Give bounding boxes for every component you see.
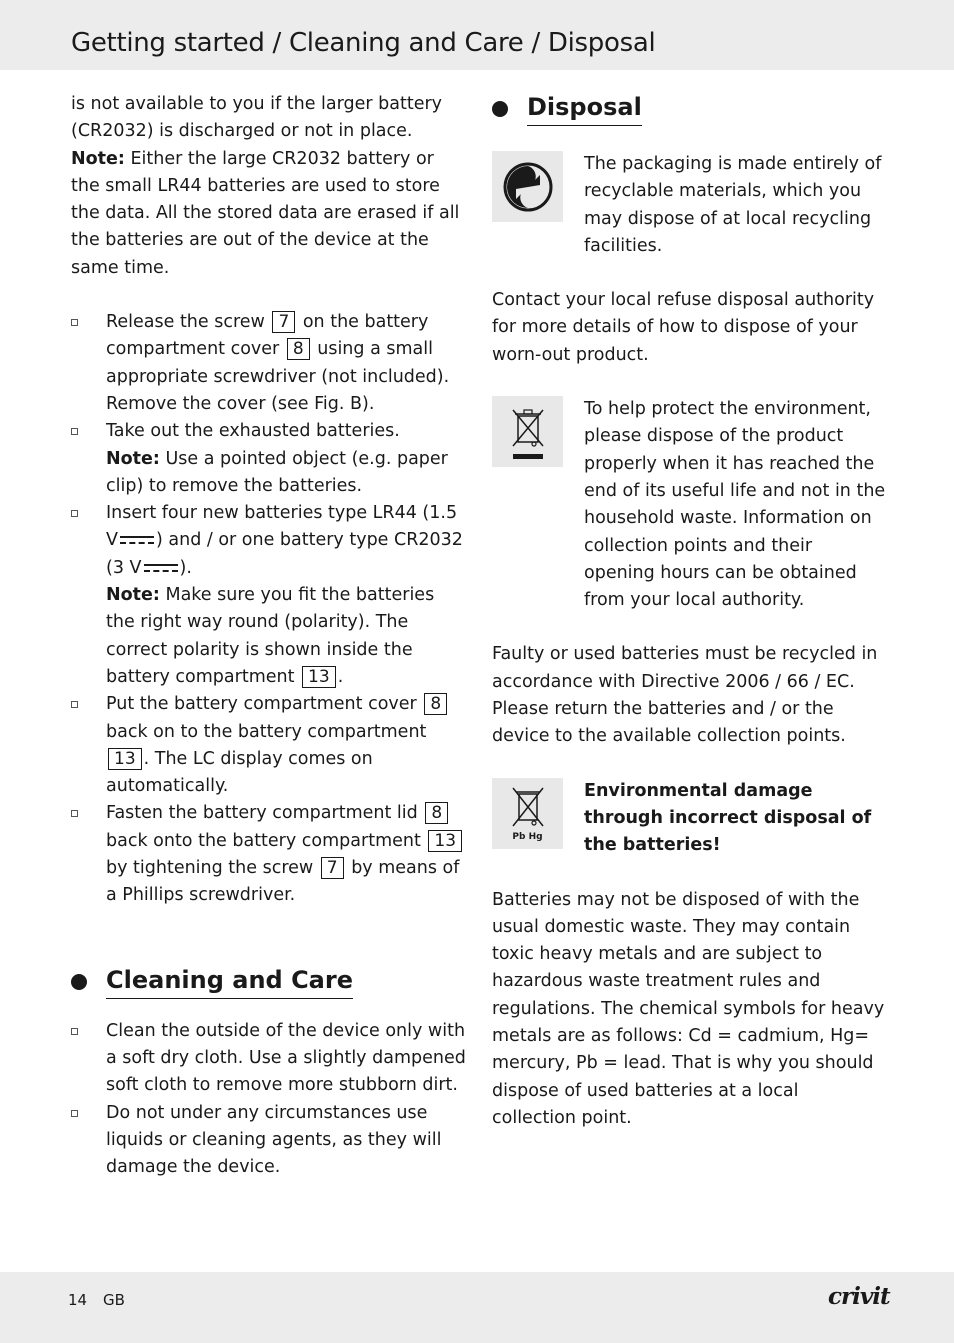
ref-number: 8: [287, 338, 310, 360]
step-release-screw: Release the screw 7 on the battery compartment cover 8 using a small appropriate screwdriver (not included). Remove the cover (see Fig. B).: [71, 309, 466, 418]
page-title: Getting started / Cleaning and Care / Disposal: [71, 28, 656, 58]
cleaning-heading: Cleaning and Care: [71, 964, 466, 1004]
checkbox-icon: [71, 1028, 78, 1035]
checkbox-icon: [71, 319, 78, 326]
ref-number: 7: [272, 311, 295, 333]
ref-number: 13: [428, 830, 462, 852]
step-fasten-lid: Fasten the battery compartment lid 8 back onto the battery compartment 13 by tightening the screw 7 by means of a Phillips screwdriver.: [71, 800, 466, 909]
left-column: [71, 91, 466, 1181]
crossed-out-battery-bin-icon: [492, 778, 563, 849]
ref-number: 13: [302, 666, 336, 688]
checkbox-icon: [71, 701, 78, 708]
batteries-paragraph: Batteries may not be disposed of with the usual domestic waste. They may contain toxic heavy metals and are subject to hazardous waste treatment rules and regulations. The chemical symbols for heavy metals are as follows: Cd = cadmium, Hg= mercury, Pb = lead. That is why you should dispose of used batteries at a local collection point.: [492, 889, 885, 1128]
ref-number: 13: [108, 748, 142, 770]
battery-warning-block: [492, 778, 887, 860]
cleaning-item: Do not under any circumstances use liquids or cleaning agents, as they will damage the device.: [71, 1100, 466, 1182]
disposal-heading: Disposal: [492, 91, 887, 131]
ref-number: 7: [321, 857, 344, 879]
cleaning-item: Clean the outside of the device only with a soft dry cloth. Use a slightly dampened soft cloth to remove more stubborn dirt.: [71, 1018, 466, 1100]
checkbox-icon: [71, 810, 78, 817]
weee-block: To help protect the environment, please dispose of the product properly when it has reached the end of its useful life and not in the household waste. Information on collection points and their opening hours can be obtained from your local authority.: [492, 396, 887, 614]
green-dot-recycling-icon: [492, 151, 563, 222]
note-label: Note:: [71, 148, 125, 169]
intro-paragraph: is not available to you if the larger battery (CR2032) is discharged or not in place.: [71, 94, 443, 142]
step-insert-batteries: Insert four new batteries type LR44 (1.5 V ) and / or one battery type CR2032 (3 V ).: [71, 500, 466, 582]
packaging-block: The packaging is made entirely of recyclable materials, which you may dispose of at local recycling facilities.: [492, 151, 887, 260]
ref-number: 8: [424, 693, 447, 715]
faulty-batteries-paragraph: Faulty or used batteries must be recycled in accordance with Directive 2006 / 66 / EC. Please return the batteries and / or the device to the available collection points.: [492, 644, 878, 747]
language-code: GB: [103, 1291, 125, 1309]
checkbox-icon: [71, 428, 78, 435]
page-header: [0, 0, 954, 70]
brand-logo: crivit: [828, 1283, 890, 1310]
battery-icon-label: Pb Hg: [512, 832, 543, 843]
dc-symbol-icon: [144, 564, 178, 572]
page-footer: [0, 1272, 954, 1343]
bullet-dot-icon: [71, 974, 87, 990]
step-note: Note: Make sure you fit the batteries the right way round (polarity). The correct polarity is shown inside the battery compartment 13 .: [106, 585, 435, 687]
step-put-cover: Put the battery compartment cover 8 back on to the battery compartment 13 . The LC display comes on automatically.: [71, 691, 466, 800]
step-remove-batteries: Take out the exhausted batteries.: [71, 418, 466, 445]
ref-number: 8: [425, 802, 448, 824]
checkbox-icon: [71, 1110, 78, 1117]
crossed-out-wheelie-bin-icon: [492, 396, 563, 467]
note-paragraph: Note: Either the large CR2032 battery or the small LR44 batteries are used to store the data. All the stored data are erased if all the batteries are out of the device at the same time.: [71, 148, 460, 278]
contact-paragraph: Contact your local refuse disposal authority for more details of how to dispose of your worn-out product.: [492, 290, 875, 365]
warning-heading: Environmental damage through incorrect disposal of the batteries!: [584, 780, 872, 856]
step-note: Note: Use a pointed object (e.g. paper clip) to remove the batteries.: [106, 448, 448, 496]
right-column: [492, 91, 887, 1132]
page-number: 14: [68, 1291, 88, 1309]
checkbox-icon: [71, 510, 78, 517]
bullet-dot-icon: [492, 101, 508, 117]
dc-symbol-icon: [120, 536, 154, 544]
